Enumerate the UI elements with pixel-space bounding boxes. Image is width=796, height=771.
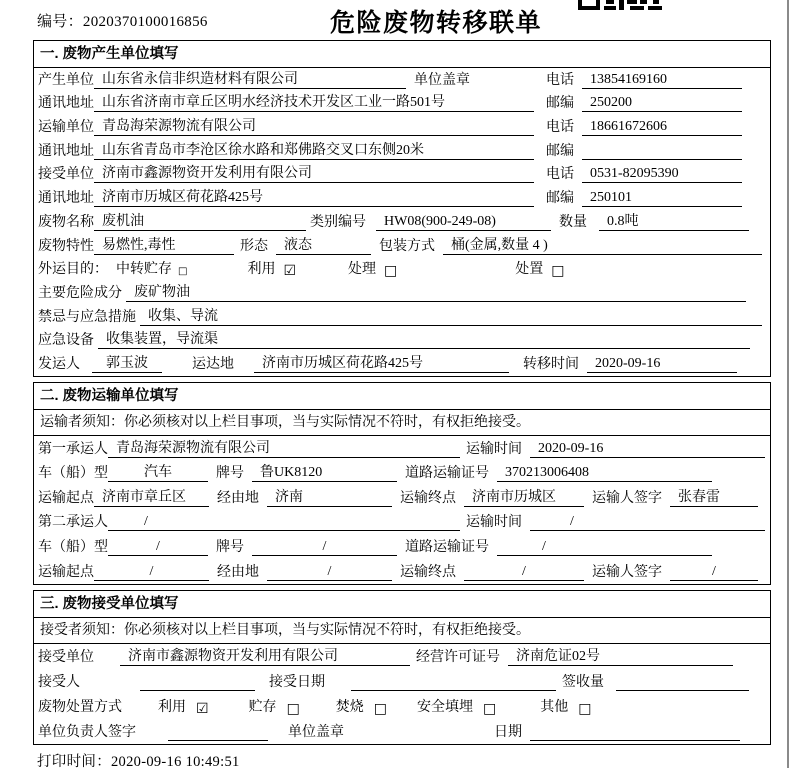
route-via2-value: / [267, 563, 392, 581]
field-label: 邮编 [546, 191, 574, 207]
road-permit1-value: 370213006408 [497, 464, 712, 482]
field-label: 邮编 [546, 96, 574, 112]
route-end1-value: 济南市历城区 [464, 489, 584, 507]
field-label: 邮编 [546, 143, 574, 159]
section3-header: 三. 废物接受单位填写 [34, 591, 770, 618]
right-column [546, 187, 742, 207]
carrier-signature1-value: 张春雷 [670, 489, 758, 507]
row-hazard-component [34, 281, 770, 305]
field-label: 经由地 [217, 564, 259, 580]
row-first-carrier [34, 436, 770, 461]
row-transport-address [34, 139, 770, 163]
right-column [546, 140, 742, 160]
field-label: 单位负责人签字 [38, 725, 136, 740]
section2-header: 二. 废物运输单位填写 [34, 383, 770, 410]
field-label: 废物处置方式 [38, 700, 122, 715]
field-label: 形态 [240, 238, 268, 254]
serial-value: 2020370100016856 [82, 14, 208, 30]
route-via1-value: 济南 [267, 489, 392, 507]
checkbox-utilize: ☑ [283, 263, 297, 280]
transport-date2-value: / [530, 513, 765, 531]
row-receiver-person [34, 669, 770, 694]
route-origin2-value: / [94, 563, 209, 581]
right-column [546, 92, 742, 112]
field-label: 接受人 [38, 675, 80, 690]
field-label: 接受单位 [38, 650, 94, 665]
signed-quantity-value [616, 673, 749, 691]
option-label: 焚烧 [335, 700, 364, 715]
row-receiver-address [34, 186, 770, 210]
receiver-phone-value: 0531-82095390 [582, 165, 742, 183]
field-label: 运输起点 [38, 490, 94, 506]
plate-number1-value: 鲁UK8120 [252, 464, 397, 482]
second-carrier-value: / [108, 513, 460, 531]
field-label: 发运人 [38, 356, 80, 372]
field-label: 接受日期 [269, 675, 325, 690]
field-label: 运输起点 [38, 564, 94, 580]
route-origin1-value: 济南市章丘区 [94, 489, 209, 507]
field-label: 车（船）型 [38, 539, 108, 555]
field-label: 道路运输证号 [405, 539, 489, 555]
section-producer [33, 40, 771, 377]
field-label: 运输终点 [400, 564, 456, 580]
consignor-value: 郭玉波 [92, 355, 162, 373]
field-label: 道路运输证号 [405, 466, 489, 482]
field-label: 接受单位 [38, 167, 94, 183]
field-label: 包装方式 [379, 238, 435, 254]
sign-date-value [530, 723, 740, 741]
row-route1 [34, 485, 770, 510]
row-transfer-purpose [34, 258, 770, 282]
emergency-equipment-value: 收集装置，导流渠 [98, 331, 750, 349]
waste-form-value: 液态 [276, 237, 371, 255]
route-end2-value: / [464, 563, 584, 581]
print-time-label: 打印时间： [37, 754, 111, 770]
row-transport-unit [34, 115, 770, 139]
row-waste-property [34, 234, 770, 258]
field-label: 类别编号 [310, 214, 366, 230]
row-vehicle1 [34, 461, 770, 486]
receive-date-value [351, 673, 556, 691]
section1-header: 一. 废物产生单位填写 [34, 41, 770, 68]
field-label: 经由地 [217, 490, 259, 506]
transfer-date-value: 2020-09-16 [587, 355, 737, 373]
field-label: 废物名称 [38, 214, 94, 230]
right-column [546, 116, 742, 136]
serial-number [37, 10, 208, 31]
page-title: 危险废物转移联单 [330, 9, 543, 37]
field-label: 运输时间 [466, 441, 522, 457]
field-label: 日期 [494, 725, 522, 740]
field-label: 转移时间 [523, 356, 579, 372]
row-consignor [34, 352, 770, 376]
carrier-signature2-value: / [670, 563, 758, 581]
option-label: 安全填埋 [417, 700, 474, 715]
option-label: 中转贮存 [116, 262, 172, 278]
field-label: 电话 [546, 167, 574, 183]
responsible-signature-value [168, 723, 268, 741]
row-emergency-equipment [34, 329, 770, 353]
page-edge-line [787, 0, 789, 768]
waste-property-value: 易燃性,毒性 [94, 237, 234, 255]
road-permit2-value: / [497, 538, 712, 556]
plate-number2-value: / [252, 538, 397, 556]
field-label: 运达地 [192, 356, 234, 372]
checkbox-dispose: □ [551, 263, 565, 280]
row-vehicle2 [34, 534, 770, 559]
field-label: 运输单位 [38, 120, 94, 136]
field-label: 签收量 [562, 675, 604, 690]
field-label: 经营许可证号 [416, 650, 500, 665]
field-label: 应急设备 [38, 333, 94, 349]
transport-date1-value: 2020-09-16 [530, 440, 765, 458]
transport-address-value: 山东省青岛市李沧区徐水路和郑佛路交叉口东侧20米 [94, 142, 534, 160]
field-label: 第一承运人 [38, 441, 108, 457]
checkbox-store: □ [286, 701, 300, 717]
row-producer-unit [34, 68, 770, 92]
field-label: 牌号 [216, 539, 244, 555]
field-label: 外运目的： [38, 262, 108, 278]
section-receiver [33, 590, 771, 745]
transport-zip-value [582, 142, 742, 160]
license-number-value: 济南危证02号 [508, 648, 733, 666]
option-label: 利用 [158, 700, 186, 715]
checkbox-transit-storage: □ [178, 266, 188, 278]
transport-phone-value: 18661672606 [582, 118, 742, 136]
field-label: 产生单位 [38, 72, 94, 88]
right-column [546, 163, 742, 183]
first-carrier-value: 青岛海荣源物流有限公司 [108, 440, 460, 458]
option-label: 利用 [247, 262, 276, 278]
row-disposal-method [34, 694, 770, 719]
option-label: 其他 [540, 700, 569, 715]
field-label: 禁忌与应急措施 [38, 309, 136, 325]
row-receiver-unit [34, 163, 770, 187]
field-label: 运输终点 [400, 490, 456, 506]
field-label: 运输人签字 [592, 564, 662, 580]
receiver-zip-value: 250101 [582, 189, 742, 207]
field-label: 第二承运人 [38, 515, 108, 531]
field-label: 单位盖章 [288, 725, 344, 740]
vehicle-type2-value: / [108, 538, 208, 556]
right-column [546, 69, 742, 89]
row-responsible-signature [34, 719, 770, 744]
row-second-carrier [34, 510, 770, 535]
option-label: 处置 [515, 262, 544, 278]
hazard-component-value: 废矿物油 [126, 284, 746, 302]
receiver-notice: 接受者须知：你必须核对以上栏目事项，当与实际情况不符时，有权拒绝接受。 [34, 618, 770, 644]
checkbox-incinerate: □ [373, 701, 388, 717]
checkbox-utilize2: ☑ [196, 701, 209, 717]
serial-label: 编号： [37, 14, 83, 30]
vehicle-type1-value: 汽车 [108, 464, 208, 482]
checkbox-landfill: □ [483, 701, 497, 717]
field-label: 通讯地址 [38, 96, 94, 112]
row-receiving-unit [34, 644, 770, 669]
receiver-unit-value: 济南市鑫源物资开发利用有限公司 [94, 165, 534, 183]
transporter-notice: 运输者须知：你必须核对以上栏目事项，当与实际情况不符时，有权拒绝接受。 [34, 410, 770, 436]
checkbox-treat: □ [384, 263, 398, 280]
receiving-unit-value: 济南市鑫源物资开发利用有限公司 [120, 648, 410, 666]
destination-value: 济南市历城区荷花路425号 [254, 355, 509, 373]
row-producer-address [34, 92, 770, 116]
producer-phone-value: 13854169160 [582, 71, 742, 89]
field-label: 牌号 [216, 466, 244, 482]
row-emergency-measures [34, 305, 770, 329]
waste-package-value: 桶(金属,数量 4 ) [443, 237, 762, 255]
producer-address-value: 山东省济南市章丘区明水经济技术开发区工业一路501号 [94, 94, 534, 112]
waste-quantity-value: 0.8吨 [599, 213, 749, 231]
emergency-measures-value: 收集、导流 [140, 308, 762, 326]
field-label: 主要危险成分 [38, 285, 122, 301]
receiver-address-value: 济南市历城区荷花路425号 [94, 189, 534, 207]
field-label: 运输时间 [466, 515, 522, 531]
field-label: 数量 [559, 214, 587, 230]
field-label: 车（船）型 [38, 466, 108, 482]
qr-code-fragment [578, 0, 662, 10]
checkbox-other: □ [578, 701, 592, 717]
option-label: 贮存 [248, 700, 277, 715]
transport-unit-value: 青岛海荣源物流有限公司 [94, 118, 534, 136]
waste-code-value: HW08(900-249-08) [376, 213, 551, 231]
producer-zip-value: 250200 [582, 94, 742, 112]
print-time-value: 2020-09-16 10:49:51 [111, 754, 240, 770]
producer-unit-value: 山东省永信非织造材料有限公司 [94, 71, 406, 89]
field-label: 运输人签字 [592, 490, 662, 506]
field-label: 通讯地址 [38, 143, 94, 159]
row-waste-name [34, 210, 770, 234]
waste-name-value: 废机油 [94, 213, 306, 231]
section-transporter [33, 382, 771, 585]
field-label: 电话 [546, 120, 574, 136]
field-label: 废物特性 [38, 238, 94, 254]
row-route2 [34, 559, 770, 584]
field-label: 通讯地址 [38, 191, 94, 207]
receiver-person-value [140, 673, 255, 691]
option-label: 处理 [348, 262, 377, 278]
field-label: 单位盖章 [414, 72, 470, 88]
field-label: 电话 [546, 72, 574, 88]
